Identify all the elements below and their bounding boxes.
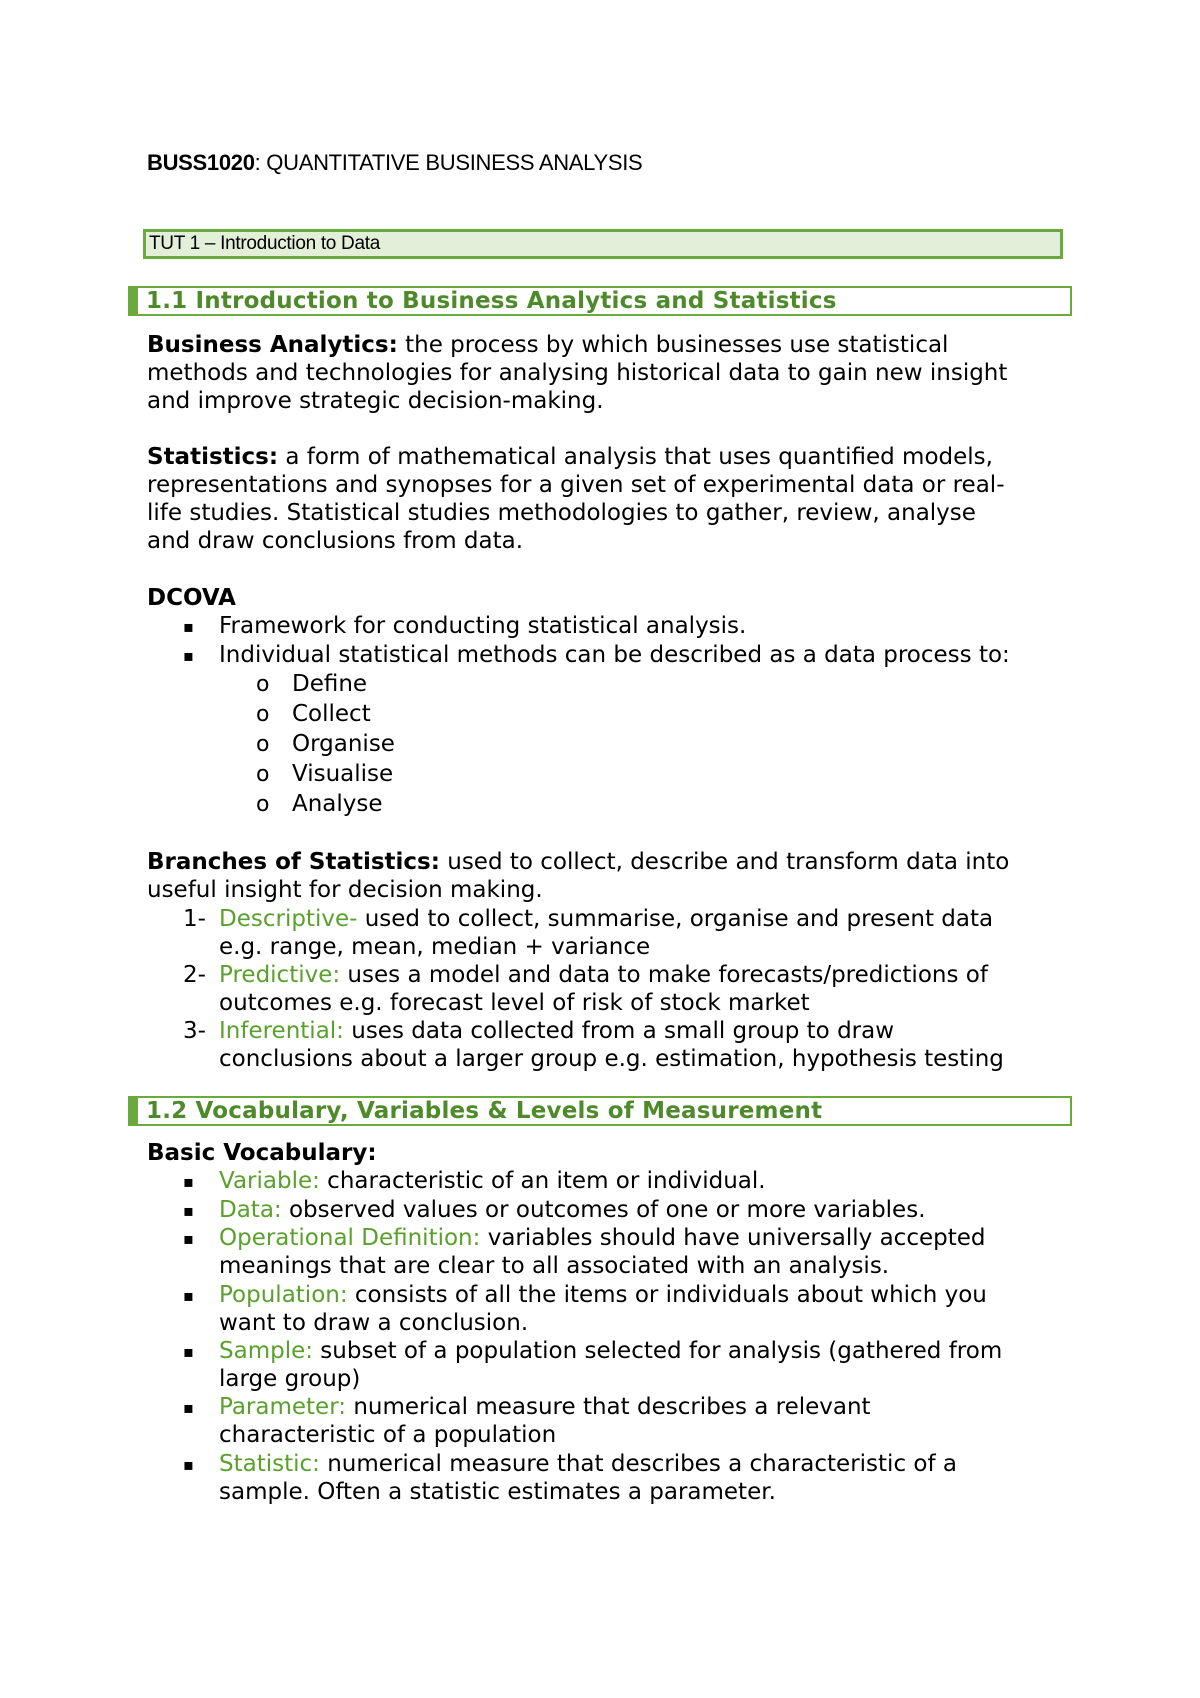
square-bullet-icon: ▪ bbox=[183, 1286, 194, 1305]
vocab-text: subset of a population selected for analysis (gathered from bbox=[313, 1338, 1003, 1364]
vocab-sample bbox=[219, 1337, 1002, 1365]
course-sep: : bbox=[254, 150, 261, 175]
vocab-text: numerical measure that describes a characteristic of a bbox=[319, 1451, 957, 1477]
branches-line-1 bbox=[147, 848, 1009, 876]
branch-2-label: Predictive: bbox=[219, 962, 341, 988]
branches-line-2: useful insight for decision making. bbox=[147, 877, 543, 903]
vocab-term: Parameter: bbox=[219, 1394, 347, 1420]
course-title bbox=[147, 150, 642, 176]
vocab-text: characteristic of an item or individual. bbox=[319, 1168, 766, 1194]
statistics-line-2: representations and synopses for a given set of experimental data or real- bbox=[147, 472, 1005, 498]
vocab-term: Population: bbox=[219, 1282, 348, 1308]
dcova-bullet-1: Framework for conducting statistical analysis. bbox=[219, 613, 747, 639]
dcova-step-collect: Collect bbox=[292, 701, 371, 727]
vocab-sample-cont: large group) bbox=[219, 1366, 361, 1392]
vocab-population-cont: want to draw a conclusion. bbox=[219, 1310, 529, 1336]
square-bullet-icon: ▪ bbox=[183, 1342, 194, 1361]
business-analytics-line-3: and improve strategic decision-making. bbox=[147, 388, 604, 414]
branches-text-1: used to collect, describe and transform data into bbox=[439, 849, 1010, 875]
business-analytics-term: Business Analytics: bbox=[147, 332, 398, 358]
branch-2-line-1 bbox=[219, 961, 988, 989]
branch-3-label: Inferential: bbox=[219, 1018, 344, 1044]
circle-bullet-icon: o bbox=[256, 762, 270, 787]
square-bullet-icon: ▪ bbox=[183, 646, 194, 665]
dcova-step-organise: Organise bbox=[292, 731, 395, 757]
square-bullet-icon: ▪ bbox=[183, 1398, 194, 1417]
branches-term: Branches of Statistics: bbox=[147, 849, 440, 875]
tutorial-title-box: TUT 1 – Introduction to Data bbox=[143, 229, 1063, 259]
course-name: QUANTITATIVE BUSINESS ANALYSIS bbox=[260, 150, 643, 175]
vocab-text: observed values or outcomes of one or more variables. bbox=[281, 1197, 926, 1223]
statistics-text-1: a form of mathematical analysis that uses quantified models, bbox=[278, 444, 993, 470]
vocab-term: Data: bbox=[219, 1197, 282, 1223]
statistics-term: Statistics: bbox=[147, 444, 279, 470]
basic-vocabulary-title: Basic Vocabulary: bbox=[147, 1140, 377, 1166]
branch-3-number: 3- bbox=[183, 1018, 206, 1044]
branch-1-line-2: e.g. range, mean, median + variance bbox=[219, 934, 651, 960]
square-bullet-icon: ▪ bbox=[183, 1172, 194, 1191]
vocab-term: Operational Definition: bbox=[219, 1225, 481, 1251]
circle-bullet-icon: o bbox=[256, 702, 270, 727]
vocab-text: consists of all the items or individuals about which you bbox=[347, 1282, 987, 1308]
vocab-term: Variable: bbox=[219, 1168, 320, 1194]
vocab-term: Statistic: bbox=[219, 1451, 320, 1477]
vocab-parameter-cont: characteristic of a population bbox=[219, 1422, 557, 1448]
dcova-bullet-2: Individual statistical methods can be described as a data process to: bbox=[219, 642, 1010, 668]
vocab-term: Sample: bbox=[219, 1338, 313, 1364]
section-1-heading: 1.1 Introduction to Business Analytics and Statistics bbox=[128, 286, 1072, 316]
business-analytics-line-1 bbox=[147, 331, 948, 359]
vocab-statistic bbox=[219, 1450, 957, 1478]
statistics-line-1 bbox=[147, 443, 993, 471]
branch-1-line-1 bbox=[219, 905, 993, 933]
dcova-title: DCOVA bbox=[147, 585, 236, 611]
circle-bullet-icon: o bbox=[256, 732, 270, 757]
vocab-population bbox=[219, 1281, 987, 1309]
branch-2-number: 2- bbox=[183, 962, 206, 988]
vocab-statistic-cont: sample. Often a statistic estimates a parameter. bbox=[219, 1479, 776, 1505]
statistics-line-4: and draw conclusions from data. bbox=[147, 528, 524, 554]
branch-3-text: uses data collected from a small group to draw bbox=[343, 1018, 895, 1044]
circle-bullet-icon: o bbox=[256, 792, 270, 817]
vocab-text: numerical measure that describes a relevant bbox=[346, 1394, 871, 1420]
vocab-operational-definition-cont: meanings that are clear to all associated with an analysis. bbox=[219, 1253, 890, 1279]
branch-3-line-1 bbox=[219, 1017, 894, 1045]
business-analytics-text-1: the process by which businesses use statistical bbox=[397, 332, 949, 358]
branch-1-number: 1- bbox=[183, 906, 206, 932]
square-bullet-icon: ▪ bbox=[183, 617, 194, 636]
square-bullet-icon: ▪ bbox=[183, 1201, 194, 1220]
branch-3-line-2: conclusions about a larger group e.g. estimation, hypothesis testing bbox=[219, 1046, 1004, 1072]
course-code: BUSS1020 bbox=[147, 150, 255, 175]
branch-2-line-2: outcomes e.g. forecast level of risk of stock market bbox=[219, 990, 810, 1016]
vocab-text: variables should have universally accepted bbox=[480, 1225, 986, 1251]
business-analytics-line-2: methods and technologies for analysing historical data to gain new insight bbox=[147, 360, 1008, 386]
statistics-line-3: life studies. Statistical studies methodologies to gather, review, analyse bbox=[147, 500, 976, 526]
vocab-variable bbox=[219, 1167, 766, 1195]
dcova-step-visualise: Visualise bbox=[292, 761, 394, 787]
vocab-operational-definition bbox=[219, 1224, 985, 1252]
branch-1-label: Descriptive- bbox=[219, 906, 358, 932]
vocab-parameter bbox=[219, 1393, 871, 1421]
dcova-step-analyse: Analyse bbox=[292, 791, 383, 817]
branch-2-text: uses a model and data to make forecasts/predictions of bbox=[340, 962, 988, 988]
vocab-data bbox=[219, 1196, 926, 1224]
dcova-step-define: Define bbox=[292, 671, 368, 697]
section-2-heading: 1.2 Vocabulary, Variables & Levels of Measurement bbox=[128, 1096, 1072, 1126]
circle-bullet-icon: o bbox=[256, 672, 270, 697]
square-bullet-icon: ▪ bbox=[183, 1455, 194, 1474]
branch-1-text: used to collect, summarise, organise and present data bbox=[357, 906, 994, 932]
square-bullet-icon: ▪ bbox=[183, 1229, 194, 1248]
